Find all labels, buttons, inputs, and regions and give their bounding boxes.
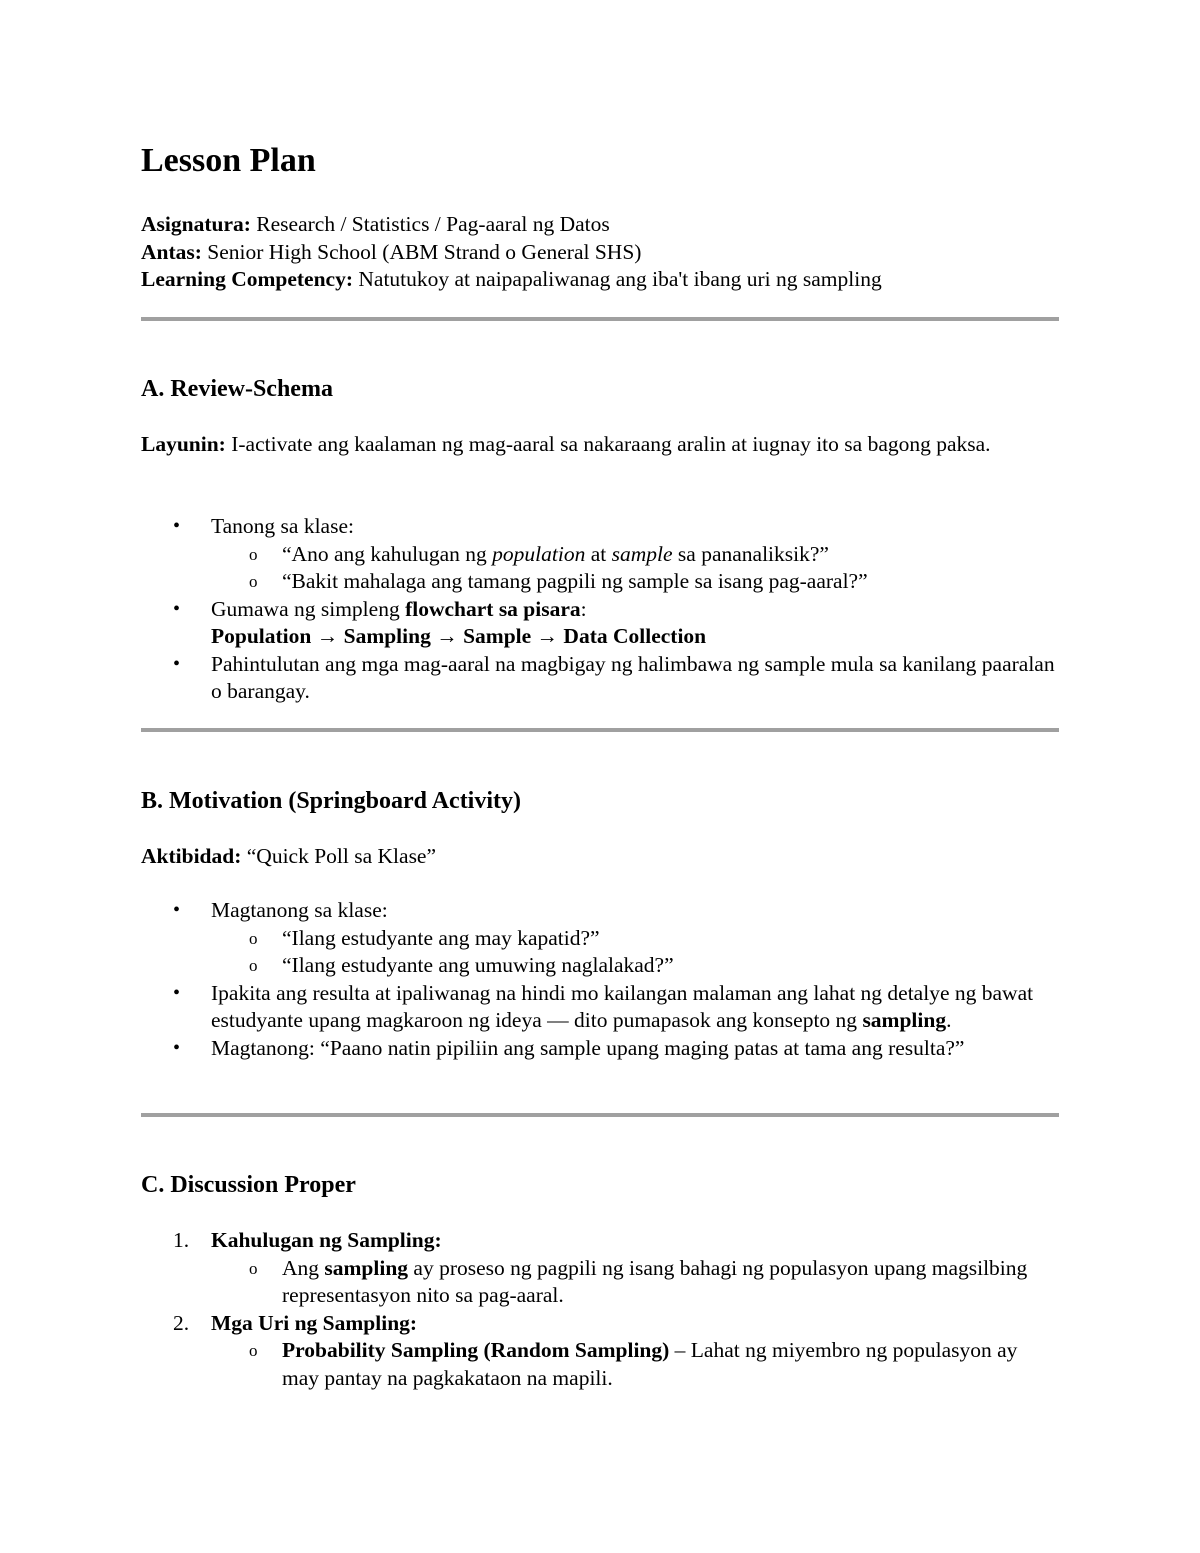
- sub-list-item: [141, 1337, 1059, 1392]
- numbered-item: [141, 1227, 1059, 1255]
- definition-text: Ang sampling ay proseso ng pagpili ng isang bahagi ng populasyon upang magsilbing representasyon nito sa pag-aaral.: [282, 1255, 1028, 1307]
- sub-bullet-marker: o: [249, 928, 258, 948]
- number-marker: 2.: [173, 1310, 190, 1335]
- sub-list-item: [141, 925, 1059, 953]
- question-text: “Ano ang kahulugan ng population at sample sa pananaliksik?”: [282, 541, 829, 566]
- flowchart-text: Population → Sampling → Sample → Data Collection: [211, 624, 707, 648]
- sub-bullet-marker: o: [249, 544, 258, 564]
- lesson-meta: [141, 211, 1059, 294]
- question-text: “Ilang estudyante ang may kapatid?”: [282, 925, 600, 950]
- item-heading: Mga Uri ng Sampling:: [211, 1310, 418, 1335]
- meta-label: Asignatura:: [141, 212, 251, 236]
- item-heading: Kahulugan ng Sampling:: [211, 1228, 442, 1252]
- sub-bullet-marker: o: [249, 956, 258, 975]
- meta-value: Natutukoy at naipapaliwanag ang iba't ibang uri ng sampling: [358, 267, 882, 291]
- bullet-marker: •: [173, 981, 181, 1004]
- list-item: [141, 897, 1059, 925]
- item-text: Ipakita ang resulta at ipaliwanag na hindi mo kailangan malaman ang lahat ng detalye ng bawat estudyante upang magkaroon ng ideya — dito pumapasok ang konsepto ng sampling.: [211, 980, 1034, 1032]
- sub-bullet-marker: o: [249, 572, 258, 591]
- meta-value: Senior High School (ABM Strand o General SHS): [207, 239, 642, 264]
- meta-subject: [141, 211, 1059, 239]
- item-text: Tanong sa klase:: [211, 514, 354, 538]
- numbered-item: [141, 1310, 1059, 1338]
- sub-bullet-marker: o: [249, 1258, 258, 1278]
- meta-label: Antas:: [141, 239, 202, 264]
- question-text: “Bakit mahalaga ang tamang pagpili ng sample sa isang pag-aaral?”: [282, 569, 868, 593]
- divider: [141, 728, 1059, 732]
- section-b-heading: B. Motivation (Springboard Activity): [141, 788, 522, 814]
- bullet-marker: •: [173, 597, 181, 620]
- sub-bullet-marker: o: [249, 1341, 258, 1360]
- bullet-marker: •: [173, 515, 181, 537]
- bullet-marker: •: [173, 899, 181, 921]
- aktibidad-text: “Quick Poll sa Klase”: [246, 844, 437, 868]
- section-b-list: [141, 897, 1059, 1062]
- meta-value: Research / Statistics / Pag-aaral ng Datos: [256, 212, 610, 236]
- list-item: [141, 1035, 1059, 1063]
- sub-list-item: [141, 568, 1059, 596]
- section-a-list: [141, 513, 1059, 706]
- list-item: [141, 596, 1059, 651]
- item-text: Magtanong: “Paano natin pipiliin ang sample upang maging patas at tama ang resulta?”: [211, 1035, 965, 1060]
- aktibidad-label: Aktibidad:: [141, 844, 242, 868]
- layunin-text: I-activate ang kaalaman ng mag-aaral sa nakaraang aralin at iugnay ito sa bagong paksa.: [231, 432, 991, 456]
- number-marker: 1.: [173, 1228, 190, 1252]
- meta-label: Learning Competency:: [141, 267, 353, 291]
- sub-list-item: [141, 1255, 1059, 1310]
- sub-list-item: [141, 952, 1059, 980]
- list-item: [141, 980, 1059, 1035]
- item-text: Pahintulutan ang mga mag-aaral na magbigay ng halimbawa ng sample mula sa kanilang paaralan o barangay.: [211, 651, 1055, 703]
- list-item: [141, 513, 1059, 541]
- divider: [141, 1113, 1059, 1117]
- meta-level: [141, 239, 1059, 267]
- meta-competency: [141, 266, 1059, 294]
- list-item: [141, 651, 1059, 706]
- bullet-marker: •: [173, 1036, 181, 1059]
- layunin-label: Layunin:: [141, 432, 226, 456]
- sampling-type-text: Probability Sampling (Random Sampling) – Lahat ng miyembro ng populasyon ay may pantay na pagkakataon na mapili.: [282, 1338, 1018, 1390]
- section-a-objective: [141, 431, 1059, 459]
- question-text: “Ilang estudyante ang umuwing naglalakad?”: [282, 953, 674, 977]
- item-text: Gumawa ng simpleng flowchart sa pisara:: [211, 596, 587, 621]
- divider: [141, 317, 1059, 321]
- section-c-heading: C. Discussion Proper: [141, 1172, 356, 1198]
- section-a-heading: A. Review-Schema: [141, 376, 333, 402]
- section-b-activity: [141, 843, 1059, 871]
- sub-list-item: [141, 541, 1059, 569]
- bullet-marker: •: [173, 652, 181, 675]
- item-text: Magtanong sa klase:: [211, 898, 388, 922]
- section-c-list: [141, 1227, 1059, 1392]
- page-title: Lesson Plan: [141, 142, 316, 179]
